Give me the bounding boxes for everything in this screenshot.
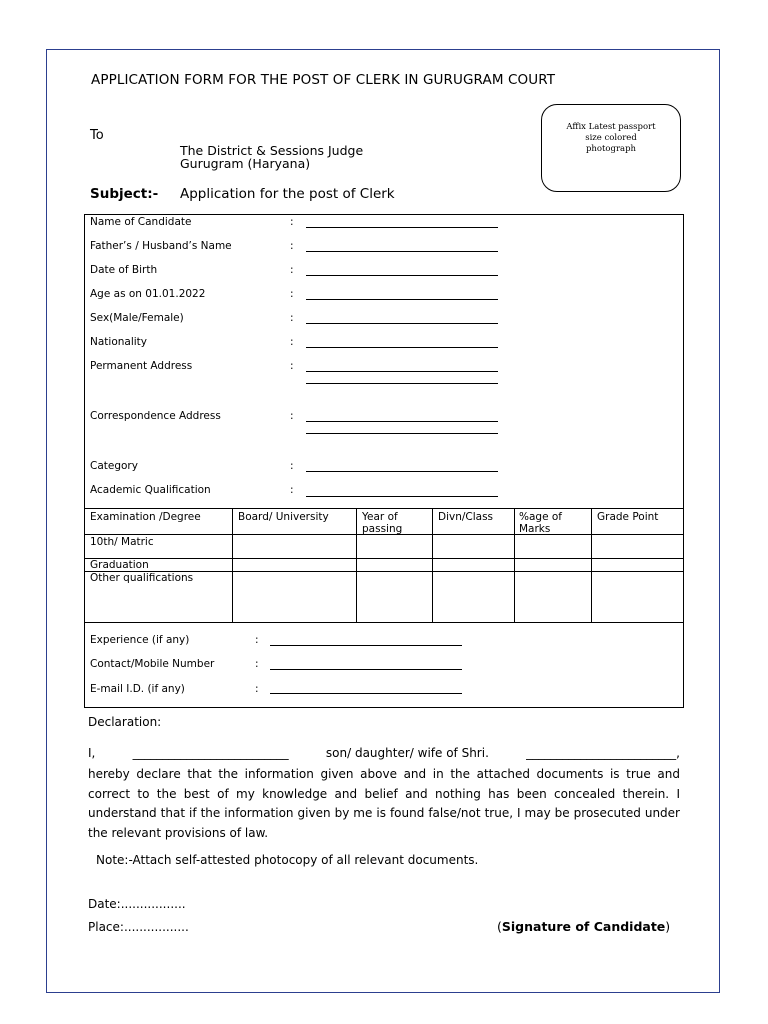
note: Note:-Attach self-attested photocopy of all relevant documents. xyxy=(96,853,479,867)
photo-box-line-1: Affix Latest passport xyxy=(566,122,656,132)
age-input-line[interactable] xyxy=(306,299,498,300)
field-label-sex: Sex(Male/Female) xyxy=(90,312,184,324)
column-header-marks: %age of Marks xyxy=(519,511,562,535)
field-label-email: E-mail I.D. (if any) xyxy=(90,683,185,695)
place-field[interactable]: Place:................. xyxy=(88,920,189,934)
table-column-rule xyxy=(356,508,357,622)
academic-qualification-input-line[interactable] xyxy=(306,496,498,497)
mobile-input-line[interactable] xyxy=(270,669,462,670)
field-colon: : xyxy=(290,410,294,422)
column-header-year: Year of passing xyxy=(362,511,403,535)
table-row-label-graduation: Graduation xyxy=(90,559,149,571)
date-field[interactable]: Date:................. xyxy=(88,897,186,911)
addressee-line-2: Gurugram (Haryana) xyxy=(180,156,311,171)
field-label-experience: Experience (if any) xyxy=(90,634,190,646)
field-colon: : xyxy=(290,360,294,372)
field-colon: : xyxy=(290,336,294,348)
email-input-line[interactable] xyxy=(270,693,462,694)
table-row-label-matric: 10th/ Matric xyxy=(90,536,154,548)
correspondence-address-input-line-2[interactable] xyxy=(306,433,498,434)
experience-input-line[interactable] xyxy=(270,645,462,646)
field-colon: : xyxy=(290,216,294,228)
field-colon: : xyxy=(255,634,259,646)
permanent-address-input-line-2[interactable] xyxy=(306,383,498,384)
signature-text: Signature of Candidate xyxy=(501,919,666,934)
field-colon: : xyxy=(290,264,294,276)
field-label-mobile: Contact/Mobile Number xyxy=(90,658,215,670)
photo-box xyxy=(541,104,681,192)
to-label: To xyxy=(90,128,104,143)
field-colon: : xyxy=(255,683,259,695)
permanent-address-input-line-1[interactable] xyxy=(306,371,498,372)
correspondence-address-input-line-1[interactable] xyxy=(306,421,498,422)
declaration-i: I, xyxy=(88,746,96,760)
column-header-board: Board/ University xyxy=(238,511,329,523)
field-label-age: Age as on 01.01.2022 xyxy=(90,288,206,300)
subject-text: Application for the post of Clerk xyxy=(180,186,395,202)
field-colon: : xyxy=(290,484,294,496)
field-label-nationality: Nationality xyxy=(90,336,148,348)
dob-input-line[interactable] xyxy=(306,275,498,276)
subject-label: Subject:- xyxy=(90,186,159,202)
table-rule xyxy=(85,558,683,559)
field-colon: : xyxy=(255,658,259,670)
table-column-rule xyxy=(514,508,515,622)
table-row-label-other-qualifications: Other qualifications xyxy=(90,572,194,584)
table-column-rule xyxy=(591,508,592,622)
table-rule xyxy=(85,622,683,623)
father-name-input-line[interactable] xyxy=(306,251,498,252)
addressee-line-1: The District & Sessions Judge xyxy=(180,143,364,158)
photo-box-line-3: photograph xyxy=(585,144,637,154)
declaration-text: hereby declare that the information given above and in the attached documents is true and correct to the best of my knowledge and belief and nothing has been concealed therein. I understand that if the information given by me is found false/not true, I may be prosecuted under the relevant provisions of law. xyxy=(88,767,680,840)
field-colon: : xyxy=(290,240,294,252)
column-header-division: Divn/Class xyxy=(438,511,494,523)
declaration-first-line xyxy=(88,746,680,760)
column-header-grade-point: Grade Point xyxy=(597,511,659,523)
field-label-correspondence-address: Correspondence Address xyxy=(90,410,221,422)
field-label-father-husband-name: Father’s / Husband’s Name xyxy=(90,240,232,252)
guardian-name-blank[interactable]: _________________________, xyxy=(526,746,680,760)
nationality-input-line[interactable] xyxy=(306,347,498,348)
column-header-examination: Examination /Degree xyxy=(90,511,201,523)
table-column-rule xyxy=(432,508,433,622)
form-title: APPLICATION FORM FOR THE POST OF CLERK IN GURUGRAM COURT xyxy=(91,72,556,88)
name-input-line[interactable] xyxy=(306,227,498,228)
declaration-heading: Declaration: xyxy=(88,715,162,729)
field-label-permanent-address: Permanent Address xyxy=(90,360,193,372)
field-label-category: Category xyxy=(90,460,138,472)
application-form-box xyxy=(84,214,684,708)
field-colon: : xyxy=(290,460,294,472)
applicant-name-blank[interactable]: __________________________ xyxy=(132,746,289,760)
declaration-body xyxy=(88,765,680,843)
photo-box-line-2: size colored xyxy=(585,133,637,143)
field-label-academic-qualification: Academic Qualification xyxy=(90,484,211,496)
declaration-relation: son/ daughter/ wife of Shri. xyxy=(325,746,489,760)
table-rule xyxy=(85,508,683,509)
signature-label xyxy=(497,919,670,934)
signature-close-paren: ) xyxy=(665,919,671,934)
field-label-date-of-birth: Date of Birth xyxy=(90,264,158,276)
field-label-name: Name of Candidate xyxy=(90,216,192,228)
sex-input-line[interactable] xyxy=(306,323,498,324)
category-input-line[interactable] xyxy=(306,471,498,472)
signature-open-paren: ( xyxy=(497,919,502,934)
field-colon: : xyxy=(290,288,294,300)
field-colon: : xyxy=(290,312,294,324)
table-column-rule xyxy=(232,508,233,622)
